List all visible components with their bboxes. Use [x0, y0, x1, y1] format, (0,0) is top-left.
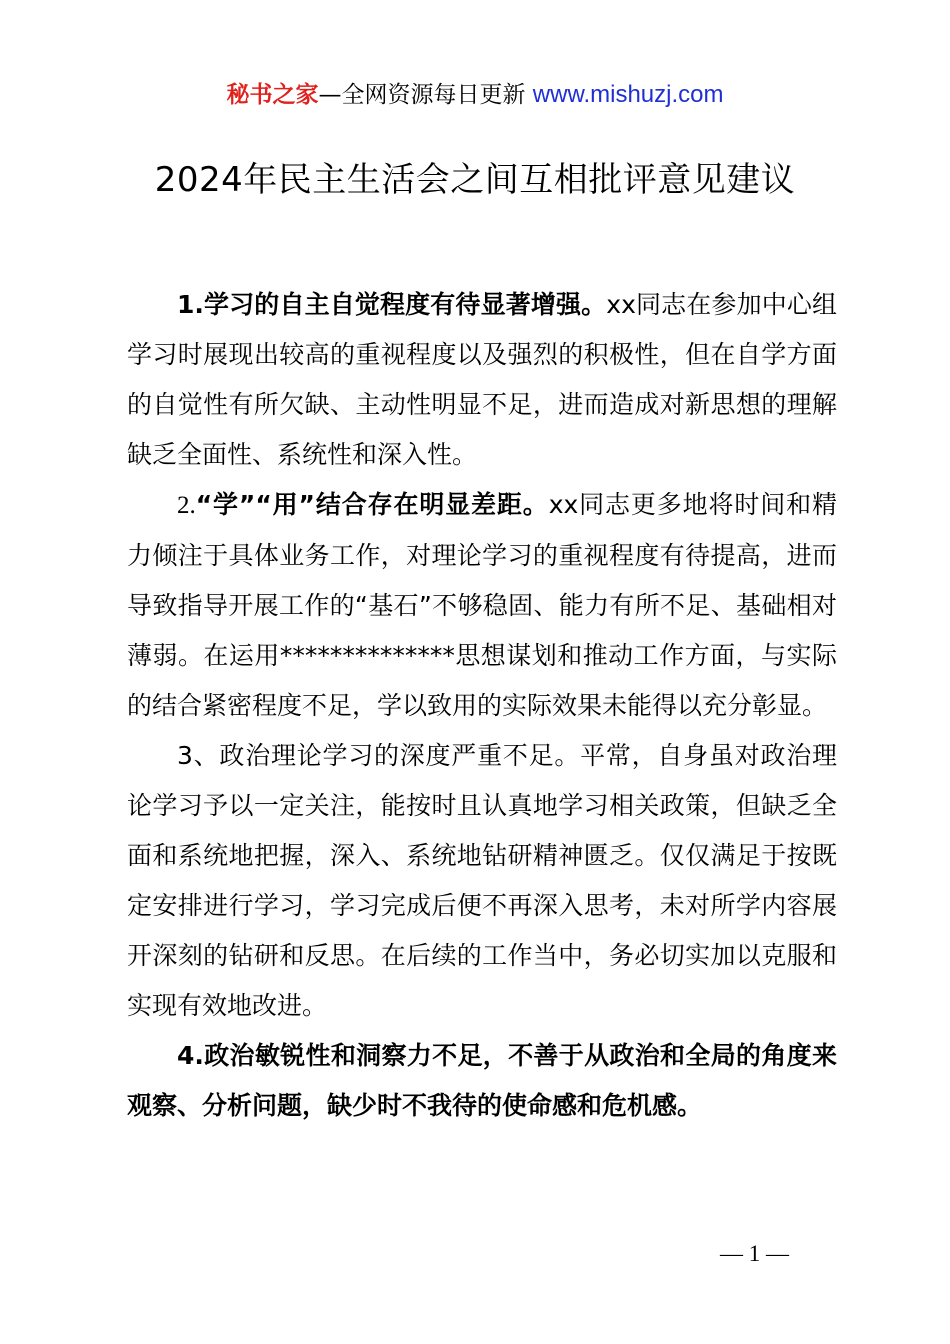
page-number: — 1 — [720, 1241, 789, 1266]
paragraph-2 [127, 480, 837, 731]
paragraph-3-text: 3、政治理论学习的深度严重不足。平常，自身虽对政治理论学习予以一定关注，能按时且认真地学习相关政策，但缺乏全面和系统地把握，深入、系统地钻研精神匮乏。仅仅满足于按既定安排进行学习，学习完成后便不再深入思考，未对所学内容展开深刻的钻研和反思。在后续的工作当中，务必切实加以克服和实现有效地改进。 [127, 741, 837, 1020]
document-title: 2024年民主生活会之间互相批评意见建议 [154, 160, 796, 200]
paragraph-4-heading: 4.政治敏锐性和洞察力不足，不善于从政治和全局的角度来观察、分析问题，缺少时不我待的使命感和危机感。 [127, 1041, 837, 1120]
paragraph-3 [127, 731, 837, 1031]
site-url-link[interactable]: www.mishuzj.com [532, 81, 724, 108]
brand-name: 秘书之家 [226, 82, 319, 108]
paragraph-1-text: xx同志在参加中心组学习时展现出较高的重视程度以及强烈的积极性，但在自学方面的自觉性有所欠缺、主动性明显不足，进而造成对新思想的理解缺乏全面性、系统性和深入性。 [127, 290, 837, 469]
document-body [127, 280, 837, 1131]
paragraph-2-number: 2. [177, 492, 196, 519]
paragraph-1-heading: 1.学习的自主自觉程度有待显著增强。 [177, 290, 607, 319]
paragraph-2-heading: “学”“用”结合存在明显差距。 [195, 490, 549, 519]
paragraph-4 [127, 1031, 837, 1131]
paragraph-1 [127, 280, 837, 480]
header-tagline: —全网资源每日更新 [318, 82, 526, 108]
paragraph-2-text: xx同志更多地将时间和精力倾注于具体业务工作，对理论学习的重视程度有待提高，进而导致指导开展工作的“基石”不够稳固、能力有所不足、基础相对薄弱。在运用**************思想谋划和推动工作方面，与实际的结合紧密程度不足，学以致用的实际效果未能得以充分彰显。 [127, 490, 837, 720]
site-header [0, 78, 950, 112]
